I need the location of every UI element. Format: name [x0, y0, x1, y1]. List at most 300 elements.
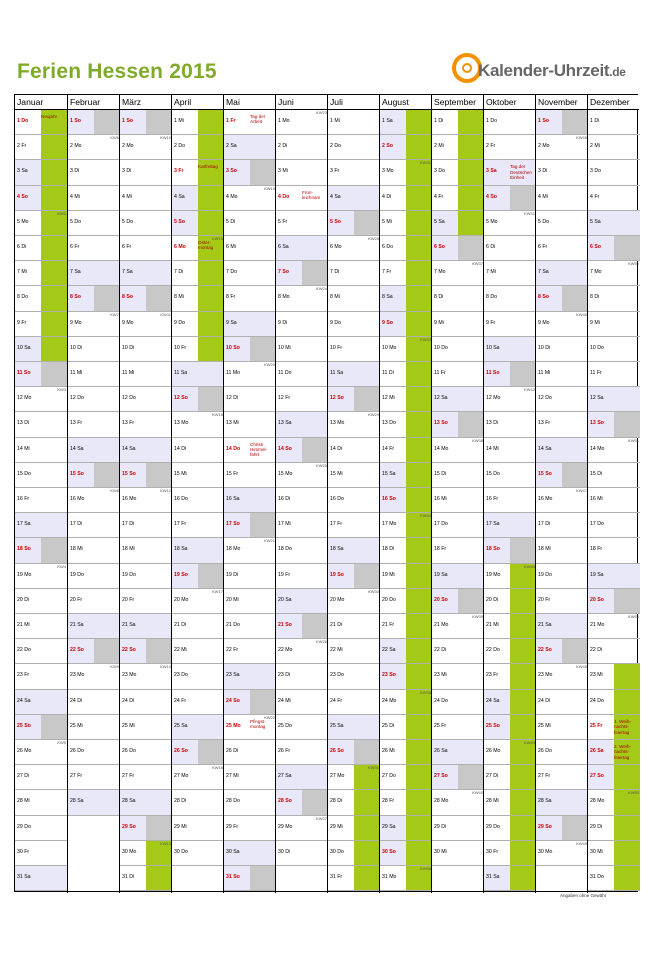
day-cell[interactable] [15, 639, 67, 664]
day-cell[interactable] [588, 438, 640, 463]
day-cell[interactable] [172, 412, 224, 437]
day-cell[interactable] [328, 816, 380, 841]
day-cell[interactable] [536, 538, 588, 563]
day-cell[interactable] [224, 589, 276, 614]
day-cell[interactable] [484, 261, 536, 286]
day-cell[interactable] [68, 690, 120, 715]
day-cell[interactable] [172, 110, 224, 135]
day-cell[interactable] [276, 160, 328, 185]
day-cell[interactable] [536, 135, 588, 160]
day-cell[interactable] [68, 236, 120, 261]
day-cell[interactable] [15, 740, 67, 765]
day-cell[interactable] [536, 261, 588, 286]
day-cell[interactable] [172, 211, 224, 236]
day-cell[interactable] [588, 538, 640, 563]
day-cell[interactable] [536, 186, 588, 211]
day-cell[interactable] [484, 312, 536, 337]
day-cell[interactable] [588, 135, 640, 160]
day-cell[interactable] [536, 564, 588, 589]
day-cell[interactable] [276, 488, 328, 513]
day-cell[interactable] [120, 564, 172, 589]
day-cell[interactable] [276, 211, 328, 236]
day-cell[interactable] [224, 362, 276, 387]
day-cell[interactable] [172, 589, 224, 614]
day-cell[interactable] [328, 589, 380, 614]
day-cell[interactable] [328, 488, 380, 513]
day-cell[interactable] [15, 538, 67, 563]
day-cell[interactable] [68, 790, 120, 815]
day-cell[interactable] [536, 639, 588, 664]
day-cell[interactable] [120, 362, 172, 387]
day-cell[interactable] [276, 438, 328, 463]
day-cell[interactable] [172, 841, 224, 866]
day-cell[interactable] [484, 488, 536, 513]
day-cell[interactable] [172, 337, 224, 362]
day-cell[interactable] [536, 488, 588, 513]
day-cell[interactable] [484, 715, 536, 740]
day-cell[interactable] [380, 639, 432, 664]
day-cell[interactable] [432, 664, 484, 689]
day-cell[interactable] [588, 866, 640, 891]
day-cell[interactable] [224, 463, 276, 488]
day-cell[interactable] [432, 513, 484, 538]
day-cell[interactable] [15, 690, 67, 715]
day-cell[interactable] [432, 463, 484, 488]
day-cell[interactable] [224, 135, 276, 160]
day-cell[interactable] [224, 690, 276, 715]
day-cell[interactable] [432, 110, 484, 135]
day-cell[interactable] [328, 387, 380, 412]
day-cell[interactable] [120, 538, 172, 563]
day-cell[interactable] [276, 337, 328, 362]
day-cell[interactable] [328, 538, 380, 563]
day-cell[interactable] [588, 614, 640, 639]
day-cell[interactable] [484, 790, 536, 815]
day-cell[interactable] [588, 790, 640, 815]
day-cell[interactable] [224, 412, 276, 437]
day-cell[interactable] [224, 538, 276, 563]
day-cell[interactable] [172, 261, 224, 286]
day-cell[interactable] [484, 639, 536, 664]
day-cell[interactable] [588, 690, 640, 715]
day-cell[interactable] [15, 664, 67, 689]
day-cell[interactable] [484, 135, 536, 160]
day-cell[interactable] [484, 110, 536, 135]
day-cell[interactable] [536, 337, 588, 362]
day-cell[interactable] [68, 412, 120, 437]
day-cell[interactable] [432, 715, 484, 740]
day-cell[interactable] [484, 513, 536, 538]
day-cell[interactable] [172, 387, 224, 412]
day-cell[interactable] [328, 261, 380, 286]
day-cell[interactable] [68, 160, 120, 185]
day-cell[interactable] [380, 438, 432, 463]
day-cell[interactable] [68, 110, 120, 135]
day-cell[interactable] [432, 790, 484, 815]
day-cell[interactable] [276, 790, 328, 815]
day-cell[interactable] [536, 312, 588, 337]
day-cell[interactable] [120, 211, 172, 236]
day-cell[interactable] [484, 816, 536, 841]
day-cell[interactable] [172, 639, 224, 664]
day-cell[interactable] [68, 261, 120, 286]
day-cell[interactable] [15, 463, 67, 488]
day-cell[interactable] [224, 765, 276, 790]
day-cell[interactable] [68, 740, 120, 765]
day-cell[interactable] [380, 690, 432, 715]
day-cell[interactable] [224, 286, 276, 311]
day-cell[interactable] [328, 866, 380, 891]
day-cell[interactable] [328, 614, 380, 639]
day-cell[interactable] [120, 664, 172, 689]
day-cell[interactable] [120, 765, 172, 790]
day-cell[interactable] [172, 488, 224, 513]
day-cell[interactable] [68, 538, 120, 563]
day-cell[interactable] [224, 186, 276, 211]
day-cell[interactable] [120, 135, 172, 160]
day-cell[interactable] [536, 236, 588, 261]
day-cell[interactable] [380, 387, 432, 412]
day-cell[interactable] [432, 236, 484, 261]
day-cell[interactable] [172, 362, 224, 387]
day-cell[interactable] [172, 463, 224, 488]
day-cell[interactable] [380, 614, 432, 639]
day-cell[interactable] [15, 110, 67, 135]
day-cell[interactable] [15, 236, 67, 261]
day-cell[interactable] [328, 211, 380, 236]
day-cell[interactable] [15, 362, 67, 387]
day-cell[interactable] [588, 715, 640, 740]
day-cell[interactable] [224, 816, 276, 841]
day-cell[interactable] [276, 690, 328, 715]
day-cell[interactable] [484, 564, 536, 589]
day-cell[interactable] [380, 488, 432, 513]
day-cell[interactable] [432, 690, 484, 715]
day-cell[interactable] [120, 589, 172, 614]
day-cell[interactable] [224, 715, 276, 740]
day-cell[interactable] [15, 790, 67, 815]
day-cell[interactable] [588, 463, 640, 488]
day-cell[interactable] [484, 412, 536, 437]
day-cell[interactable] [15, 186, 67, 211]
day-cell[interactable] [432, 362, 484, 387]
day-cell[interactable] [536, 589, 588, 614]
day-cell[interactable] [588, 387, 640, 412]
day-cell[interactable] [224, 160, 276, 185]
day-cell[interactable] [172, 614, 224, 639]
day-cell[interactable] [224, 312, 276, 337]
day-cell[interactable] [380, 664, 432, 689]
day-cell[interactable] [432, 337, 484, 362]
day-cell[interactable] [15, 866, 67, 891]
day-cell[interactable] [432, 186, 484, 211]
day-cell[interactable] [432, 564, 484, 589]
day-cell[interactable] [484, 740, 536, 765]
day-cell[interactable] [380, 312, 432, 337]
day-cell[interactable] [432, 286, 484, 311]
day-cell[interactable] [224, 513, 276, 538]
day-cell[interactable] [224, 261, 276, 286]
day-cell[interactable] [224, 337, 276, 362]
day-cell[interactable] [224, 740, 276, 765]
day-cell[interactable] [380, 715, 432, 740]
day-cell[interactable] [484, 186, 536, 211]
day-cell[interactable] [120, 261, 172, 286]
day-cell[interactable] [588, 412, 640, 437]
day-cell[interactable] [328, 362, 380, 387]
day-cell[interactable] [536, 362, 588, 387]
day-cell[interactable] [432, 841, 484, 866]
day-cell[interactable] [68, 286, 120, 311]
day-cell[interactable] [120, 186, 172, 211]
day-cell[interactable] [68, 488, 120, 513]
day-cell[interactable] [328, 463, 380, 488]
day-cell[interactable] [276, 387, 328, 412]
day-cell[interactable] [432, 765, 484, 790]
day-cell[interactable] [15, 841, 67, 866]
day-cell[interactable] [380, 236, 432, 261]
day-cell[interactable] [484, 387, 536, 412]
day-cell[interactable] [588, 286, 640, 311]
day-cell[interactable] [588, 186, 640, 211]
day-cell[interactable] [276, 664, 328, 689]
day-cell[interactable] [15, 614, 67, 639]
day-cell[interactable] [120, 639, 172, 664]
day-cell[interactable] [224, 438, 276, 463]
day-cell[interactable] [380, 816, 432, 841]
day-cell[interactable] [120, 841, 172, 866]
day-cell[interactable] [536, 387, 588, 412]
day-cell[interactable] [15, 589, 67, 614]
day-cell[interactable] [276, 538, 328, 563]
day-cell[interactable] [15, 513, 67, 538]
day-cell[interactable] [328, 564, 380, 589]
day-cell[interactable] [276, 513, 328, 538]
day-cell[interactable] [172, 186, 224, 211]
day-cell[interactable] [588, 110, 640, 135]
day-cell[interactable] [68, 135, 120, 160]
day-cell[interactable] [380, 589, 432, 614]
day-cell[interactable] [484, 614, 536, 639]
day-cell[interactable] [536, 286, 588, 311]
day-cell[interactable] [380, 463, 432, 488]
day-cell[interactable] [120, 690, 172, 715]
day-cell[interactable] [432, 816, 484, 841]
day-cell[interactable] [432, 438, 484, 463]
day-cell[interactable] [536, 211, 588, 236]
day-cell[interactable] [120, 337, 172, 362]
day-cell[interactable] [276, 614, 328, 639]
day-cell[interactable] [15, 765, 67, 790]
day-cell[interactable] [588, 362, 640, 387]
day-cell[interactable] [588, 312, 640, 337]
day-cell[interactable] [15, 286, 67, 311]
day-cell[interactable] [432, 412, 484, 437]
day-cell[interactable] [588, 664, 640, 689]
day-cell[interactable] [68, 337, 120, 362]
day-cell[interactable] [120, 312, 172, 337]
day-cell[interactable] [380, 513, 432, 538]
day-cell[interactable] [15, 387, 67, 412]
day-cell[interactable] [588, 337, 640, 362]
day-cell[interactable] [172, 312, 224, 337]
day-cell[interactable] [536, 614, 588, 639]
day-cell[interactable] [328, 110, 380, 135]
day-cell[interactable] [536, 790, 588, 815]
day-cell[interactable] [484, 765, 536, 790]
day-cell[interactable] [224, 664, 276, 689]
day-cell[interactable] [432, 211, 484, 236]
day-cell[interactable] [588, 841, 640, 866]
day-cell[interactable] [380, 564, 432, 589]
day-cell[interactable] [172, 740, 224, 765]
day-cell[interactable] [224, 387, 276, 412]
day-cell[interactable] [276, 362, 328, 387]
day-cell[interactable] [380, 841, 432, 866]
day-cell[interactable] [432, 538, 484, 563]
day-cell[interactable] [380, 160, 432, 185]
day-cell[interactable] [15, 135, 67, 160]
day-cell[interactable] [328, 312, 380, 337]
day-cell[interactable] [276, 765, 328, 790]
day-cell[interactable] [172, 513, 224, 538]
day-cell[interactable] [380, 538, 432, 563]
day-cell[interactable] [588, 488, 640, 513]
day-cell[interactable] [172, 236, 224, 261]
day-cell[interactable] [380, 135, 432, 160]
day-cell[interactable] [432, 387, 484, 412]
day-cell[interactable] [224, 564, 276, 589]
day-cell[interactable] [68, 387, 120, 412]
day-cell[interactable] [484, 589, 536, 614]
day-cell[interactable] [432, 312, 484, 337]
day-cell[interactable] [588, 160, 640, 185]
day-cell[interactable] [328, 664, 380, 689]
day-cell[interactable] [68, 639, 120, 664]
day-cell[interactable] [588, 740, 640, 765]
day-cell[interactable] [432, 740, 484, 765]
day-cell[interactable] [328, 715, 380, 740]
day-cell[interactable] [224, 790, 276, 815]
day-cell[interactable] [536, 816, 588, 841]
day-cell[interactable] [120, 614, 172, 639]
day-cell[interactable] [588, 261, 640, 286]
day-cell[interactable] [172, 564, 224, 589]
day-cell[interactable] [68, 664, 120, 689]
day-cell[interactable] [172, 538, 224, 563]
day-cell[interactable] [380, 362, 432, 387]
day-cell[interactable] [172, 715, 224, 740]
day-cell[interactable] [15, 412, 67, 437]
day-cell[interactable] [120, 513, 172, 538]
day-cell[interactable] [484, 236, 536, 261]
day-cell[interactable] [15, 312, 67, 337]
day-cell[interactable] [328, 690, 380, 715]
day-cell[interactable] [432, 160, 484, 185]
day-cell[interactable] [15, 261, 67, 286]
day-cell[interactable] [276, 740, 328, 765]
day-cell[interactable] [276, 135, 328, 160]
day-cell[interactable] [588, 236, 640, 261]
day-cell[interactable] [120, 463, 172, 488]
day-cell[interactable] [588, 211, 640, 236]
day-cell[interactable] [380, 186, 432, 211]
day-cell[interactable] [328, 412, 380, 437]
day-cell[interactable] [588, 513, 640, 538]
day-cell[interactable] [432, 614, 484, 639]
day-cell[interactable] [588, 816, 640, 841]
day-cell[interactable] [588, 589, 640, 614]
day-cell[interactable] [432, 488, 484, 513]
day-cell[interactable] [380, 337, 432, 362]
day-cell[interactable] [380, 110, 432, 135]
day-cell[interactable] [224, 841, 276, 866]
day-cell[interactable] [120, 438, 172, 463]
day-cell[interactable] [15, 211, 67, 236]
day-cell[interactable] [224, 236, 276, 261]
day-cell[interactable] [68, 564, 120, 589]
day-cell[interactable] [484, 690, 536, 715]
day-cell[interactable] [224, 488, 276, 513]
day-cell[interactable] [68, 312, 120, 337]
day-cell[interactable] [588, 639, 640, 664]
day-cell[interactable] [328, 790, 380, 815]
day-cell[interactable] [432, 589, 484, 614]
day-cell[interactable] [172, 438, 224, 463]
day-cell[interactable] [380, 740, 432, 765]
day-cell[interactable] [276, 110, 328, 135]
day-cell[interactable] [484, 211, 536, 236]
day-cell[interactable] [536, 513, 588, 538]
day-cell[interactable] [380, 412, 432, 437]
day-cell[interactable] [484, 160, 536, 185]
day-cell[interactable] [120, 236, 172, 261]
day-cell[interactable] [68, 463, 120, 488]
day-cell[interactable] [68, 438, 120, 463]
day-cell[interactable] [172, 160, 224, 185]
day-cell[interactable] [536, 715, 588, 740]
day-cell[interactable] [536, 412, 588, 437]
day-cell[interactable] [328, 135, 380, 160]
day-cell[interactable] [15, 715, 67, 740]
day-cell[interactable] [276, 564, 328, 589]
day-cell[interactable] [276, 841, 328, 866]
day-cell[interactable] [484, 362, 536, 387]
day-cell[interactable] [120, 740, 172, 765]
day-cell[interactable] [484, 286, 536, 311]
day-cell[interactable] [172, 286, 224, 311]
day-cell[interactable] [120, 816, 172, 841]
day-cell[interactable] [380, 286, 432, 311]
day-cell[interactable] [172, 790, 224, 815]
day-cell[interactable] [328, 513, 380, 538]
day-cell[interactable] [276, 236, 328, 261]
day-cell[interactable] [172, 664, 224, 689]
day-cell[interactable] [328, 160, 380, 185]
day-cell[interactable] [380, 211, 432, 236]
day-cell[interactable] [15, 564, 67, 589]
day-cell[interactable] [68, 211, 120, 236]
day-cell[interactable] [15, 438, 67, 463]
day-cell[interactable] [484, 438, 536, 463]
day-cell[interactable] [276, 412, 328, 437]
day-cell[interactable] [484, 337, 536, 362]
day-cell[interactable] [484, 664, 536, 689]
day-cell[interactable] [276, 261, 328, 286]
day-cell[interactable] [328, 186, 380, 211]
day-cell[interactable] [380, 866, 432, 891]
day-cell[interactable] [588, 564, 640, 589]
